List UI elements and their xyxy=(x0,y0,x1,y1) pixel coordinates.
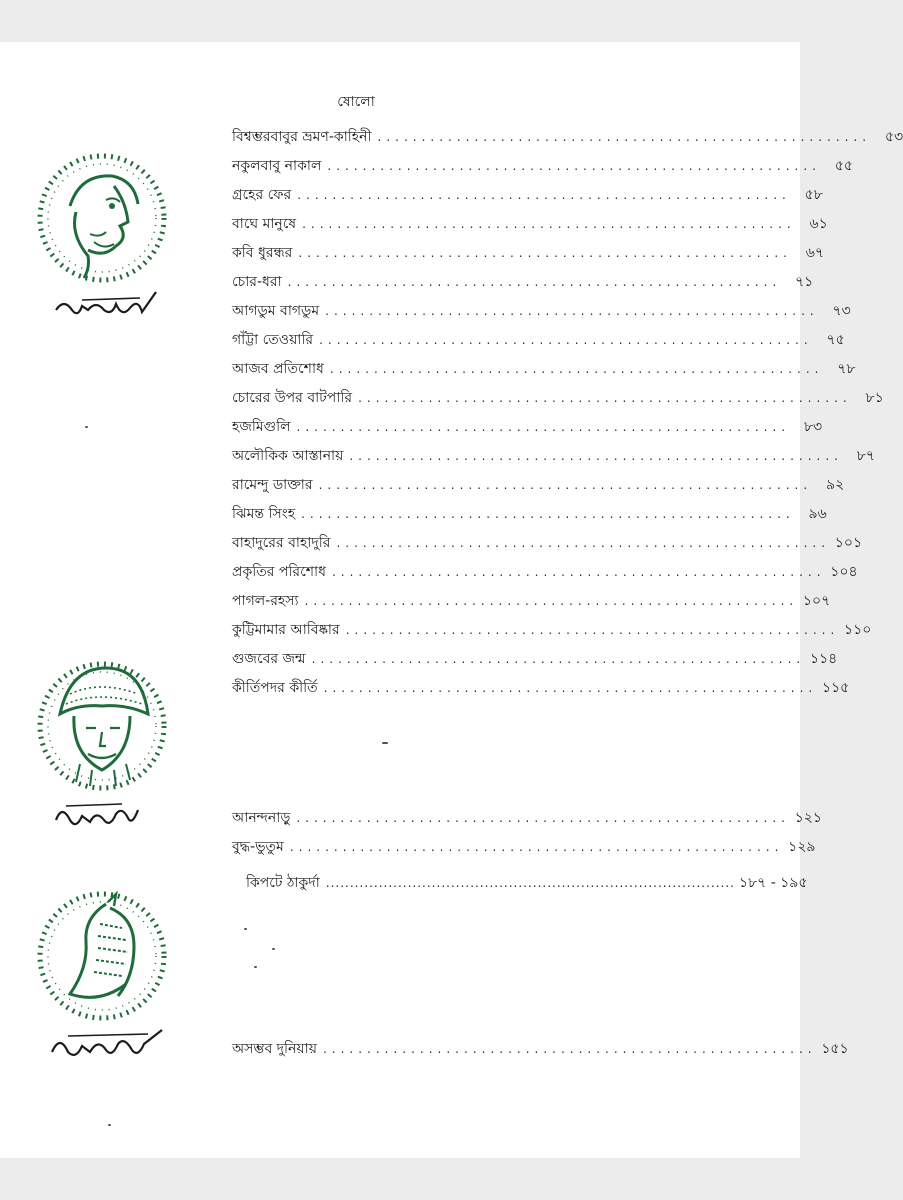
toc-row[interactable] xyxy=(232,532,863,554)
toc-row[interactable] xyxy=(232,445,875,467)
toc-leader: ........................................................ xyxy=(289,840,784,854)
toc-title: গ্রহের ফের xyxy=(232,187,292,203)
toc-title: আনন্দনাড়ু xyxy=(232,810,291,826)
toc-row[interactable] xyxy=(232,242,824,264)
toc-row[interactable] xyxy=(232,561,858,583)
toc-page-number: ১২৯ xyxy=(788,839,816,855)
toc-leader: ........................................................ xyxy=(358,391,852,405)
bearded-man-portrait-icon xyxy=(30,146,180,296)
toc-page-number: ৯৬ xyxy=(808,506,827,522)
toc-page-number: ৫৫ xyxy=(834,158,853,174)
toc-title: হজমিগুলি xyxy=(232,419,291,435)
toc-title: অলৌকিক আস্তানায় xyxy=(232,448,344,464)
ink-speck xyxy=(108,1124,111,1126)
toc-row[interactable] xyxy=(232,184,823,206)
toc-page-number: ৫৮ xyxy=(804,187,823,203)
toc-title: চোর-ধরা xyxy=(232,274,282,290)
toc-leader: ........................................................ xyxy=(323,681,818,695)
toc-title: কিপটে ঠাকুর্দা xyxy=(246,875,320,891)
toc-row[interactable] xyxy=(232,590,831,612)
toc-page-number: ৭১ xyxy=(795,274,814,290)
toc-title: আজব প্রতিশোধ xyxy=(232,361,324,377)
toc-title: গুজবের জন্ম xyxy=(232,651,306,667)
toc-title: অসম্ভব দুনিয়ায় xyxy=(232,1041,317,1057)
toc-row[interactable] xyxy=(232,300,851,322)
toc-page-number: ১৮৭ - ১৯৫ xyxy=(739,875,808,891)
toc-page-number: ১০৪ xyxy=(830,564,858,580)
toc-page-number: ৭৩ xyxy=(832,303,851,319)
toc-row[interactable] xyxy=(232,387,884,409)
ink-speck xyxy=(244,928,247,930)
toc-row[interactable] xyxy=(232,648,838,670)
toc-title: নকুলবাবু নাকাল xyxy=(232,158,322,174)
toc-page-number: ১০৭ xyxy=(802,593,831,609)
toc-row[interactable] xyxy=(232,677,850,699)
toc-title: কবি ধুরন্ধর xyxy=(232,245,293,261)
toc-title: আগডুম বাগডুম xyxy=(232,303,320,319)
toc-leader: ........................................................ xyxy=(302,217,796,231)
toc-title: কীর্তিপদর কীর্তি xyxy=(232,680,318,696)
toc-page-number: ১১০ xyxy=(844,622,872,638)
toc-row[interactable] xyxy=(232,416,823,438)
toc-page-number: ৮৭ xyxy=(856,448,875,464)
portrait-illustration-1 xyxy=(30,146,180,296)
portrait-illustration-2 xyxy=(30,654,180,804)
ink-speck xyxy=(272,948,275,950)
toc-title: বাঘে মানুষে xyxy=(232,216,297,232)
toc-page-number: ৫৩ xyxy=(884,129,903,145)
ink-speck xyxy=(85,426,88,428)
toc-leader: ........................................................ xyxy=(304,594,799,608)
toc-title: গাঁট্টা তেওয়ারি xyxy=(232,332,314,348)
toc-row[interactable] xyxy=(232,807,822,829)
toc-page-number: ১৫১ xyxy=(821,1041,849,1057)
toc-leader: ........................................................ xyxy=(298,246,792,260)
toc-leader: ........................................................ xyxy=(325,304,819,318)
toc-page-number: ৭৮ xyxy=(837,361,856,377)
toc-row[interactable] xyxy=(232,503,827,525)
toc-leader: ........................................................ xyxy=(296,420,791,434)
book-page xyxy=(0,42,903,1158)
toc-leader: ........................................................ xyxy=(336,536,831,550)
toc-page-number: ৯২ xyxy=(826,477,845,493)
toc-title: প্রকৃতির পরিশোধ xyxy=(232,564,326,580)
toc-leader: ........................................................ xyxy=(331,565,826,579)
toc-row[interactable] xyxy=(232,358,856,380)
toc-title: বিশ্বম্ভরবাবুর ভ্রমণ-কাহিনী xyxy=(232,129,372,145)
toc-row[interactable] xyxy=(232,474,845,496)
bird-emblem-icon xyxy=(30,884,180,1034)
toc-row[interactable] xyxy=(232,1038,849,1060)
toc-page-number: ১১৫ xyxy=(821,680,850,696)
ink-speck xyxy=(382,742,388,744)
toc-row[interactable] xyxy=(232,155,853,177)
turbaned-man-portrait-icon xyxy=(30,654,180,804)
toc-leader: ........................................................ xyxy=(329,362,824,376)
toc-page-number: ৮৩ xyxy=(803,419,823,435)
toc-title: বাহাদুরের বাহাদুরি xyxy=(232,535,331,551)
portrait-illustration-3 xyxy=(30,884,180,1034)
ink-speck xyxy=(254,966,257,968)
toc-leader: ..................................................................................... xyxy=(325,876,735,890)
signature-3-icon xyxy=(48,1026,168,1062)
toc-leader: ........................................................ xyxy=(311,652,806,666)
toc-page-number: ৮১ xyxy=(865,390,884,406)
toc-leader: ........................................................ xyxy=(301,507,795,521)
toc-leader: ........................................................ xyxy=(345,623,840,637)
toc-leader: ........................................................ xyxy=(319,333,813,347)
toc-leader: ........................................................ xyxy=(322,1042,817,1056)
toc-page-number: ৬৭ xyxy=(805,245,824,261)
toc-leader: ........................................................ xyxy=(327,159,821,173)
toc-page-number: ৭৫ xyxy=(826,332,845,348)
toc-page-number: ৬১ xyxy=(809,216,828,232)
toc-row[interactable] xyxy=(246,872,808,894)
toc-leader: ........................................................ xyxy=(349,449,843,463)
signature-1-icon xyxy=(52,288,162,324)
toc-row[interactable] xyxy=(232,126,903,148)
toc-leader: ........................................................ xyxy=(287,275,782,289)
toc-title: পাগল-রহস্য xyxy=(232,593,299,609)
page-header: ষোলো xyxy=(337,94,375,110)
toc-page-number: ১১৪ xyxy=(809,651,838,667)
signature-2-icon xyxy=(52,796,142,832)
toc-row[interactable] xyxy=(232,271,814,293)
toc-row[interactable] xyxy=(232,329,845,351)
toc-leader: ........................................................ xyxy=(318,478,813,492)
toc-page-number: ১০১ xyxy=(834,535,863,551)
toc-leader: ........................................................ xyxy=(297,188,791,202)
toc-leader: ........................................................ xyxy=(296,811,790,825)
toc-row[interactable] xyxy=(232,836,816,858)
toc-title: রামেন্দু ডাক্তার xyxy=(232,477,313,493)
toc-page-number: ১২১ xyxy=(794,810,822,826)
toc-title: বুদ্ধ-ভুতুম xyxy=(232,839,284,855)
toc-row[interactable] xyxy=(232,619,872,641)
toc-title: কুট্টিমামার আবিষ্কার xyxy=(232,622,340,638)
toc-row[interactable] xyxy=(232,213,828,235)
toc-title: ঝিমন্ত সিংহ xyxy=(232,506,296,522)
toc-leader: ........................................................ xyxy=(377,130,872,144)
toc-title: চোরের উপর বাটপারি xyxy=(232,390,353,406)
